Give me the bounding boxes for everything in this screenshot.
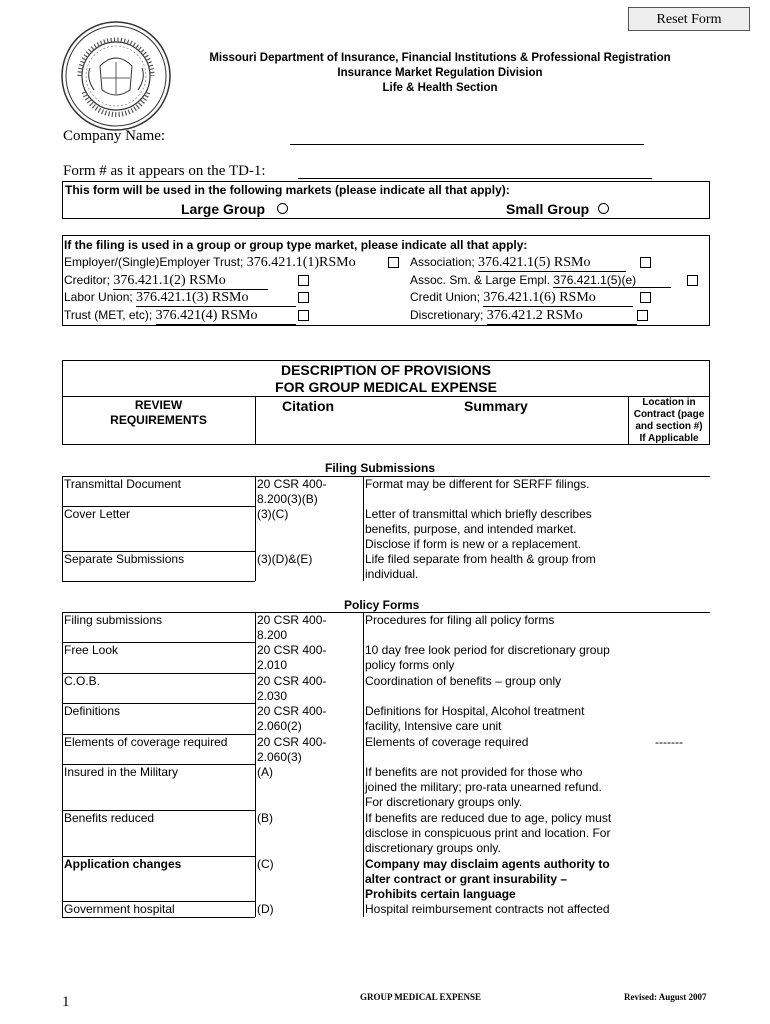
table-rule (255, 506, 256, 551)
row-summary-2: individual. (365, 567, 419, 581)
assoc-sm-large-checkbox[interactable] (687, 275, 698, 286)
row-requirement: Separate Submissions (64, 552, 185, 566)
group-type-association-label: Association; (410, 255, 479, 269)
table-rule (255, 734, 256, 764)
row-summary-3: Prohibits certain language (365, 887, 516, 901)
table-rule (62, 901, 63, 917)
row-summary-1: 10 day free look period for discretionary group (365, 643, 610, 657)
row-summary-1: Company may disclaim agents authority to (365, 857, 610, 871)
table-rule (363, 901, 364, 917)
form-number-field[interactable] (298, 177, 652, 179)
group-type-trust-label: Trust (MET, etc); (64, 308, 156, 322)
company-name-label: Company Name: (63, 128, 166, 144)
trust-checkbox[interactable] (298, 310, 309, 321)
row-summary-1: Elements of coverage required (365, 735, 529, 749)
group-type-credit-union-cite: 376.421.1(6) RSMo (483, 290, 633, 307)
group-type-employer-label: Employer/(Single)Employer Trust; (64, 255, 247, 269)
row-summary-1: Procedures for filing all policy forms (365, 613, 555, 627)
table-rule (62, 612, 63, 642)
table-rule (255, 856, 256, 901)
row-requirement: Filing submissions (64, 613, 163, 627)
group-type-association (410, 255, 626, 272)
header-line-2: Insurance Market Regulation Division (337, 67, 543, 79)
group-type-discretionary-cite: 376.421.2 RSMo (487, 308, 637, 325)
group-type-creditor-label: Creditor; (64, 273, 114, 287)
group-type-employer (64, 255, 356, 271)
table-rule (62, 476, 63, 506)
group-type-creditor (64, 273, 268, 290)
table-rule (363, 734, 364, 764)
page-number: 1 (62, 994, 70, 1010)
table-rule (62, 551, 63, 581)
table-rule (62, 856, 63, 901)
row-citation-1: (C) (257, 857, 274, 871)
group-type-creditor-cite: 376.421.1(2) RSMo (113, 273, 268, 290)
group-type-discretionary (410, 308, 637, 325)
group-type-intro: If the filing is used in a group or group type market, please indicate all that apply: (64, 238, 528, 252)
group-type-labor-union-cite: 376.421.1(3) RSMo (136, 290, 296, 307)
table-rule (62, 581, 255, 582)
table-rule (363, 810, 364, 856)
header-line-1: Missouri Department of Insurance, Financial Institutions & Professional Registration (209, 52, 671, 64)
small-group-radio[interactable] (598, 203, 609, 214)
row-citation-1: (A) (257, 765, 273, 779)
location-heading-2: Contract (page (633, 409, 705, 420)
group-type-assoc-sm-large-label: Assoc. Sm. & Large Empl. (410, 273, 554, 287)
table-rule (255, 642, 256, 673)
review-requirements-line-2: REQUIREMENTS (110, 413, 207, 427)
row-requirement: Elements of coverage required (64, 735, 228, 749)
table-rule (363, 642, 364, 673)
row-summary-1: Definitions for Hospital, Alcohol treatment (365, 704, 585, 718)
row-summary-2: policy forms only (365, 658, 455, 672)
row-citation-2: 2.010 (257, 658, 288, 672)
row-citation-2: 2.030 (257, 689, 288, 703)
filing-submissions-title: Filing Submissions (325, 461, 436, 475)
labor-union-checkbox[interactable] (298, 292, 309, 303)
creditor-checkbox[interactable] (298, 275, 309, 286)
table-rule (62, 764, 63, 810)
table-rule (255, 612, 256, 642)
group-type-assoc-sm-large (410, 273, 671, 288)
row-summary-1: Coordination of benefits – group only (365, 674, 562, 688)
footer-title: GROUP MEDICAL EXPENSE (360, 992, 482, 1002)
table-rule (363, 673, 364, 703)
header-line-3: Life & Health Section (382, 82, 498, 94)
employer-checkbox[interactable] (388, 257, 399, 268)
small-group-label: Small Group (506, 201, 590, 217)
group-type-trust-cite: 376.421(4) RSMo (156, 308, 296, 325)
row-summary-2: facility, Intensive care unit (365, 719, 502, 733)
table-rule (363, 703, 364, 734)
row-requirement: Definitions (64, 704, 121, 718)
company-name-field[interactable] (290, 143, 644, 145)
location-heading-3: and section #) (635, 421, 703, 432)
row-summary-2: disclose in conspicuous print and location. For (365, 826, 611, 840)
group-type-credit-union-label: Credit Union; (410, 290, 484, 304)
group-type-discretionary-label: Discretionary; (410, 308, 487, 322)
citation-heading: Citation (282, 398, 335, 414)
row-summary-1: Life filed separate from health & group from (365, 552, 596, 566)
row-summary-1: Hospital reimbursement contracts not affected (365, 902, 610, 916)
row-summary-3: Disclose if form is new or a replacement. (365, 537, 582, 551)
policy-forms-title: Policy Forms (344, 598, 420, 612)
row-citation-1: 20 CSR 400- (257, 674, 327, 688)
row-summary-2: joined the military; pro-rata unearned refund. (365, 780, 602, 794)
association-checkbox[interactable] (640, 257, 651, 268)
row-location: ------- (655, 735, 683, 749)
row-summary-1: Letter of transmittal which briefly describes (365, 507, 592, 521)
large-group-label: Large Group (181, 201, 266, 217)
row-summary-1: If benefits are reduced due to age, policy must (365, 811, 612, 825)
group-type-employer-cite: 376.421.1(1)RSMo (246, 255, 356, 270)
group-type-credit-union (410, 290, 633, 307)
table-rule (363, 856, 364, 901)
table-rule (255, 901, 256, 917)
row-requirement: Free Look (64, 643, 119, 657)
row-citation-2: 8.200(3)(B) (257, 492, 318, 506)
table-rule (363, 764, 364, 810)
table-rule (62, 810, 63, 856)
row-citation-2: 2.060(2) (257, 719, 302, 733)
group-type-labor-union (64, 290, 296, 307)
table-rule (62, 703, 63, 734)
row-citation-1: 20 CSR 400- (257, 643, 327, 657)
table-rule (62, 917, 255, 918)
table-rule (363, 506, 364, 551)
location-heading-1: Location in (642, 397, 696, 408)
reset-form-button[interactable]: Reset Form (628, 7, 750, 31)
table-rule (363, 476, 364, 506)
table-rule (255, 764, 256, 810)
row-citation-2: 8.200 (257, 628, 288, 642)
large-group-radio[interactable] (277, 203, 288, 214)
row-summary-1: If benefits are not provided for those who (365, 765, 583, 779)
row-summary-3: discretionary groups only. (365, 841, 501, 855)
row-requirement: Cover Letter (64, 507, 131, 521)
table-rule (62, 642, 63, 673)
description-title-2: FOR GROUP MEDICAL EXPENSE (275, 379, 497, 395)
group-type-labor-union-label: Labor Union; (64, 290, 137, 304)
form-number-label: Form # as it appears on the TD-1: (63, 163, 266, 179)
row-citation-1: (D) (257, 902, 274, 916)
row-summary-3: For discretionary groups only. (365, 795, 523, 809)
discretionary-checkbox[interactable] (637, 310, 648, 321)
table-rule (363, 612, 364, 642)
credit-union-checkbox[interactable] (640, 292, 651, 303)
description-title-1: DESCRIPTION OF PROVISIONS (280, 362, 492, 378)
footer-revised: Revised: August 2007 (624, 992, 707, 1002)
review-requirements-line-1: REVIEW (134, 398, 183, 412)
location-heading (628, 397, 710, 445)
row-citation-1: (3)(D)&(E) (257, 552, 313, 566)
table-rule (62, 734, 63, 764)
table-rule (62, 673, 63, 703)
row-requirement: Insured in the Military (64, 765, 179, 779)
row-requirement: C.O.B. (64, 674, 101, 688)
row-citation-1: 20 CSR 400- (257, 613, 327, 627)
group-type-association-cite: 376.421.1(5) RSMo (478, 255, 626, 272)
row-requirement: Transmittal Document (64, 477, 181, 491)
row-citation-2: 2.060(3) (257, 750, 302, 764)
location-heading-4: If Applicable (639, 433, 699, 444)
table-rule (255, 551, 256, 581)
table-rule (62, 506, 63, 551)
row-citation-1: 20 CSR 400- (257, 704, 327, 718)
summary-heading: Summary (464, 398, 528, 414)
table-rule (255, 810, 256, 856)
missouri-state-seal (60, 20, 172, 132)
row-summary-2: alter contract or grant insurability – (365, 872, 568, 886)
table-rule (255, 703, 256, 734)
row-citation-1: 20 CSR 400- (257, 735, 327, 749)
table-rule (255, 673, 256, 703)
row-summary-1: Format may be different for SERFF filings. (365, 477, 590, 491)
table-rule (255, 476, 256, 506)
row-citation-1: 20 CSR 400- (257, 477, 327, 491)
row-requirement: Government hospital (64, 902, 175, 916)
group-type-assoc-sm-large-cite: 376.421.1(5)(e) (553, 273, 671, 288)
table-rule (363, 551, 364, 581)
group-type-trust (64, 308, 296, 325)
row-requirement: Application changes (64, 857, 182, 871)
row-requirement: Benefits reduced (64, 811, 155, 825)
row-citation-1: (3)(C) (257, 507, 289, 521)
markets-intro: This form will be used in the following markets (please indicate all that apply): (65, 183, 510, 197)
row-summary-2: benefits, purpose, and intended market. (365, 522, 577, 536)
row-citation-1: (B) (257, 811, 273, 825)
